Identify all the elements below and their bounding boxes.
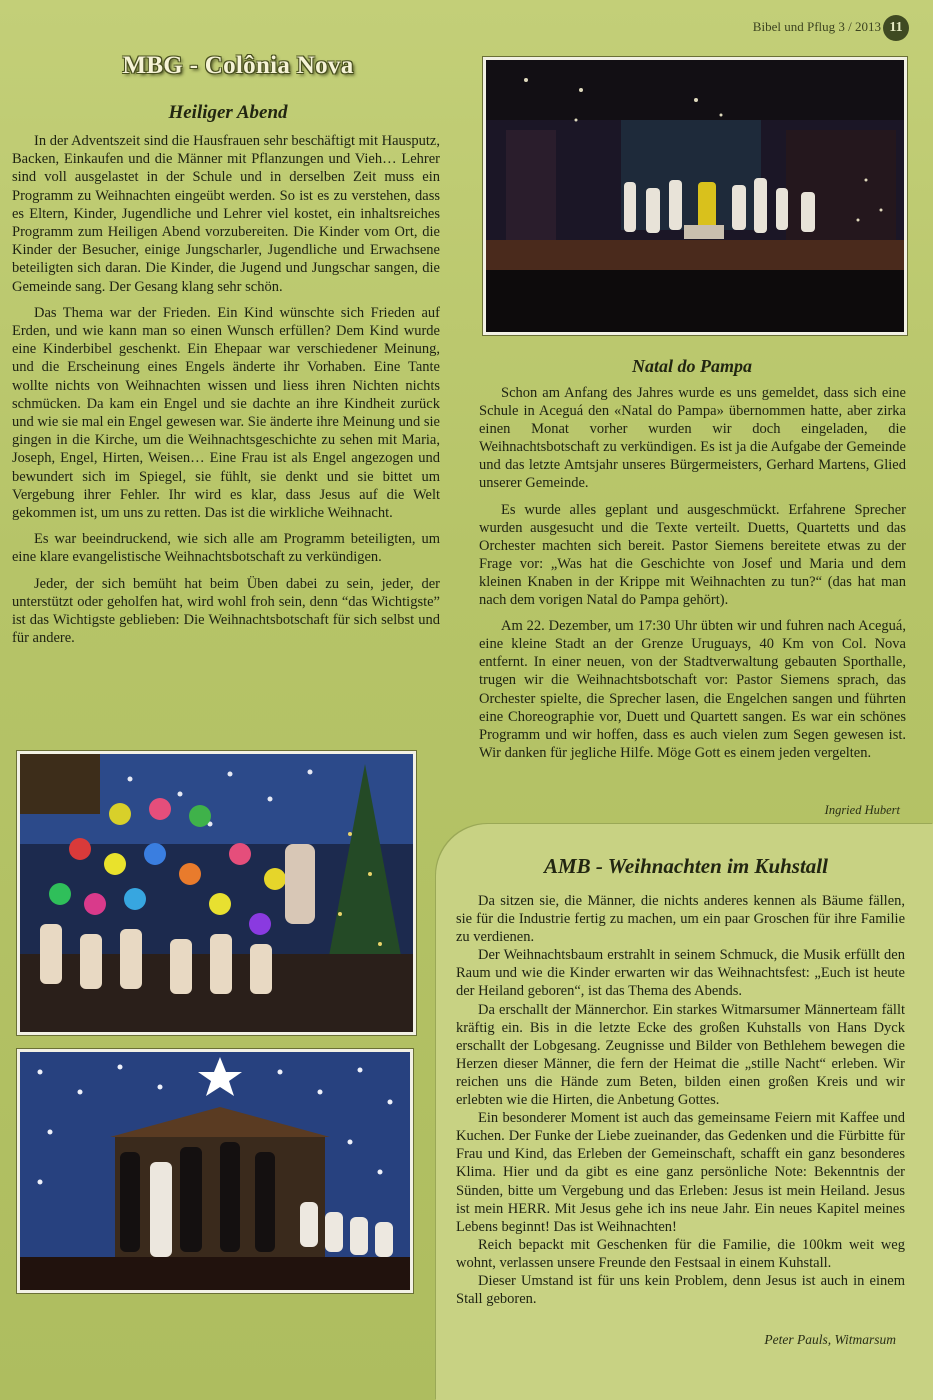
paragraph: Es war beeindruckend, wie sich alle am Programm beteiligten, um eine klare evangelistische Weihnachtsbotschaft zu verkündigen. [12, 531, 440, 566]
paragraph: Dieser Umstand ist für uns kein Problem, denn Jesus ist auch in einem Stall geboren. [456, 1272, 905, 1308]
paragraph: Da sitzen sie, die Männer, die nichts anderes kennen als Bäume fällen, sie für die Industrie fertig zu machen, um ein paar Groschen für ihre Familie zu verdienen. [456, 893, 905, 946]
article-subtitle-heiliger-abend: Heiliger Abend [168, 102, 288, 123]
paragraph: Es wurde alles geplant und ausgeschmückt. Erfahrene Sprecher wurden ausgesucht und die Texte verteilt. Duetts, Quartetts und das Orchester machten sich bereit. Pastor Siemens bereitete etwas zu der Frage vor: „Was hat die Geschichte von Josef und Maria und dem kleinen Knaben in der Krippe mit Weihnachten zu tun?“ (das hat man nach dem vorigen Natal do Pampa gehört). [479, 501, 906, 609]
article-body-amb [456, 892, 905, 1308]
paragraph: In der Adventszeit sind die Hausfrauen sehr beschäftigt mit Hausputz, Backen, Einkaufen und die Männer mit Pflanzungen und Vieh… Lehrer sind voll ausgelastet in der Schule und in derselben Zeit muss ein Programm zu Weihnachten eingeübt werden. So ist es zu verstehen, dass es Eltern, Kinder, Jugendliche und Lehrer viel kostet, ein inhaltsreiches Programm zum Heiligen Abend vorzubereiten. Die Kinder vom Ort, die Kinder der Besucher, einige Jungscharler, Jugendliche und Erwachsene beteiligten sich daran. Die Kinder, die Jugend und Jungschar sangen, die Gemeinde sang. Der Gesang klang sehr schön. [12, 133, 440, 295]
article-subtitle-natal-do-pampa: Natal do Pampa [632, 356, 752, 376]
paragraph: Da erschallt der Männerchor. Ein starkes Witmarsumer Männerteam fällt kräftig ein. Bis in die letzte Ecke des großen Kuhstalls von Hans Dyck erschallt der Lobgesang. Zeugnisse und Bilder von Bethlehem bewegen die Herzen dieser Männer, die fern der Heimat die „stille Nacht“ erleben. Wir reichen uns die Hände zum Beten, bilden einen großen Kreis und wir erlebten wie die Hirten, die Anbetung Gottes. [456, 1001, 905, 1109]
nativity-photo [17, 1049, 413, 1293]
article-subtitle-amb: AMB - Weihnachten im Kuhstall [544, 854, 828, 878]
nativity-photo-image [20, 1052, 410, 1290]
paragraph: Reich bepackt mit Geschenken für die Familie, die 100km weit weg wohnt, verlassen unsere Freunde den Festsaal in einem Kuhstall. [456, 1236, 905, 1271]
author-signature-ingried: Ingried Hubert [824, 803, 900, 817]
paragraph: Ein besonderer Moment ist auch das gemeinsame Feiern mit Kaffee und Kuchen. Der Funke der Liebe zueinander, das Gedenken und die Fürbitte für Frau und Kind, das Erleben der Gemeinschaft, schafft ein ganz besonderes Klima. Hier und da gibt es eine ganz persönliche Note: Bekenntnis der Sünden, bitte um Vergebung und das Erleben: Jesus ist mein Heiland. Jesus ist mein HERR. Mit Jesus gehe ich ins neue Jahr. Ein neues Kapitel meines Lebens beginnt! Das ist Weihnachten! [456, 1110, 905, 1235]
paragraph: Am 22. Dezember, um 17:30 Uhr übten wir und fuhren nach Aceguá, eine kleine Stadt an der Grenze Uruguays, 40 Km von Col. Nova entfernt. In einer neuen, von der Stadtverwaltung gebauten Sporthalle, trugen wir die Weihnachtsbotschaft vor: Pastor Siemens sprach, das Orchester spielte, die Sprecher lasen, die Engelchen sangen und führten eine Choreographie vor, Duett und Quartett sangen. Es war ein schönes Programm und wir hoffen, dass es auch vielen zum Segen gewesen ist. Wir danken für jegliche Hilfe. Möge Gott es einem jeden vergelten. [479, 618, 906, 761]
paragraph: Der Weihnachtsbaum erstrahlt in seinem Schmuck, die Musik erfüllt den Raum und wie die Kinder erwarten wir das Weihnachtsfest: „Euch ist heute der Heiland geboren“, ist das Thema des Abends. [456, 947, 905, 1000]
article-body-natal-do-pampa [479, 384, 906, 770]
page-number-badge: 11 [883, 15, 909, 41]
article-body-heiliger-abend [12, 132, 440, 655]
paragraph: Jeder, der sich bemüht hat beim Üben dabei zu sein, jeder, der unterstützt oder geholfen hat, wird wohl froh sein, denn “das Wichtigste” ist das Wichtigste geblieben: Die Weihnachtsbotschaft für sich selbst und für andere. [12, 575, 440, 647]
author-signature-peter: Peter Pauls, Witmarsum [764, 1332, 896, 1347]
paragraph: Schon am Anfang des Jahres wurde es uns gemeldet, dass sich eine Schule in Aceguá den «Natal do Pampa» übernommen hatte, aber zirka einen Monat vorher wurden wir doch eingeladen, die Weihnachtsbotschaft zu verkündigen. Es ist ja die Aufgabe der Gemeinde und das letzte Amtsjahr unseres Bürgermeisters, Gerhard Martens, Glied unserer Gemeinde. [479, 385, 906, 492]
amb-article-panel [436, 824, 933, 1400]
paragraph: Das Thema war der Frieden. Ein Kind wünschte sich Frieden auf Erden, und wie kann man so einen Wunsch erfüllen? Dem Kind wurde eine Kinderbibel geschenkt. Ein Ehepaar war verschiedener Meinung, und die Erscheinung eines Engels änderte ihr Vorhaben. Eine Tante wollte nichts von Weihnachten wissen und liess ihren Nichten nichts schmücken. Da kam ein Engel und sie dachte an ihre Kindheit zurück und wie sie mal ein Engel gewesen war. Sie änderte ihre Meinung und sie gingen in die Kirche, um die Weihnachtsgeschichte zu sehen mit Maria, Joseph, Engel, Hirten, Weisen… Eine Frau ist als Engel angezogen und bewundert sich im Spiegel, sie fühlt, sie denkt und sie bittet um Vergebung ihrer Fehler. Ihr wird es klar, dass Jesus auf die Welt gekommen ist, um uns zu retten. Das ist die wirkliche Weihnacht. [12, 304, 440, 522]
article-title-mbg: MBG - Colônia Nova [122, 52, 354, 79]
children-choir-photo [17, 751, 416, 1035]
stage-photo-image [486, 60, 904, 332]
stage-photo [483, 57, 907, 335]
children-choir-photo-image [20, 754, 413, 1032]
magazine-issue: Bibel und Pflug 3 / 2013 [752, 19, 881, 34]
